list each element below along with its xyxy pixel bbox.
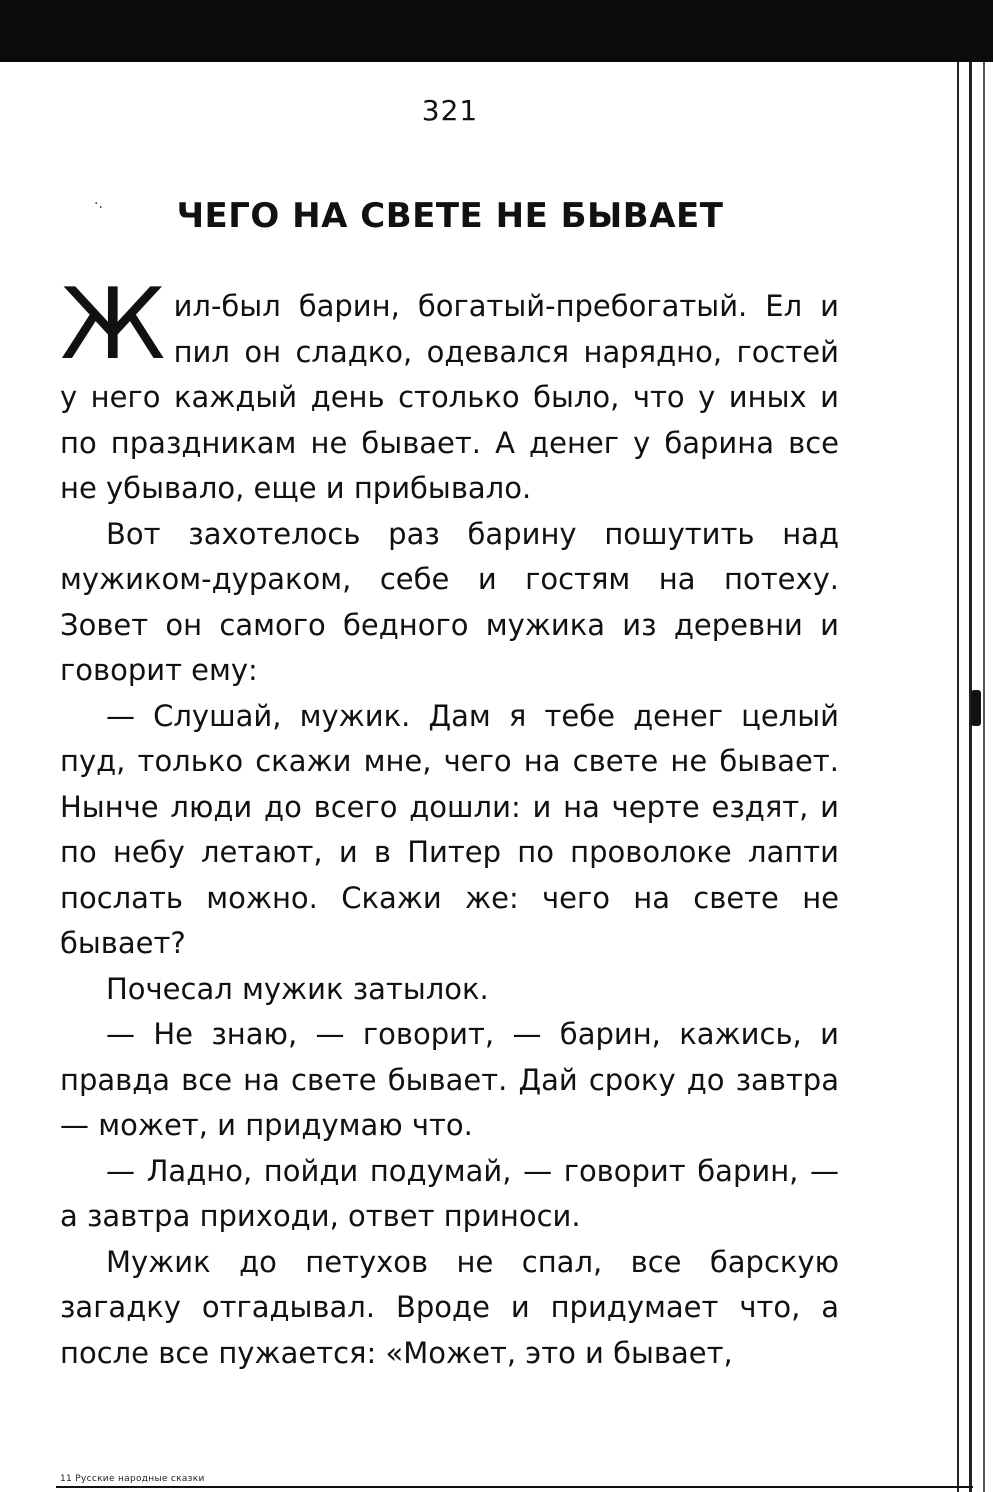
story-text <box>60 268 839 1376</box>
paragraph: Почесал мужик затылок. <box>106 971 489 1006</box>
stray-mark: ·. <box>94 196 103 212</box>
paragraph: Мужик до петухов не спал, все барскую загадку отгадывал. Вроде и придумает что, а после все пужается: «Может, это и бывает, <box>60 1244 839 1370</box>
book-spine-edge <box>957 62 959 1492</box>
paragraph: — Слушай, мужик. Дам я тебе денег целый пуд, только скажи мне, чего на свете не бывает. Нынче люди до всего дошли: и на черте ездят, и по небу летают, и в Питер по проволоке лапти послать можно. Скажи же: чего на свете не бывает? <box>60 698 839 960</box>
paragraph: — Ладно, пойди подумай, — говорит барин, — а завтра приходи, ответ приноси. <box>60 1153 839 1233</box>
scan-top-border <box>0 0 993 62</box>
footer-rule <box>56 1486 973 1488</box>
drop-cap: Ж <box>60 268 166 382</box>
signature-footer: 11 Русские народные сказки <box>60 1474 205 1484</box>
book-spine-edge <box>969 62 972 1492</box>
spine-mark <box>971 690 981 726</box>
story-title: ЧЕГО НА СВЕТЕ НЕ БЫВАЕТ <box>176 196 724 236</box>
paragraph: — Не знаю, — говорит, — барин, кажись, и правда все на свете бывает. Дай сроку до завтра — может, и придумаю что. <box>60 1017 839 1142</box>
paragraph: Вот захотелось раз барину пошутить над мужиком-дураком, себе и гостям на потеху. Зовет он самого бедного мужика из деревни и говорит ему: <box>60 516 839 687</box>
paragraph <box>60 268 839 512</box>
page-number: 321 <box>421 94 479 127</box>
book-spine-edge <box>983 62 985 1492</box>
paragraph-text: ил-был барин, богатый-пребогатый. Ел и пил он сладко, одевался нарядно, гостей у него каждый день столько было, что у иных и по праздникам не бывает. А денег у барина все не убывало, еще и прибывало. <box>60 289 839 505</box>
